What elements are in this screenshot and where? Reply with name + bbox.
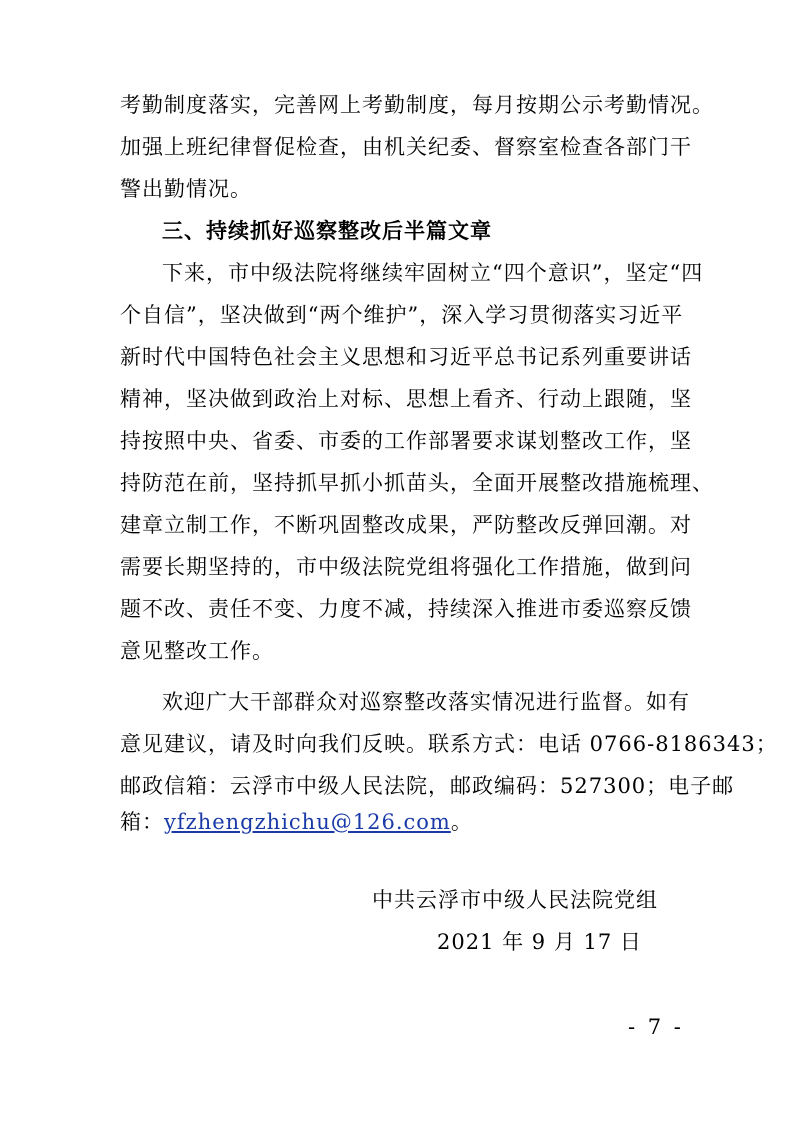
paragraph-line: 建章立制工作，不断巩固整改成果，严防整改反弹回潮。对 [120,513,692,537]
paragraph-line: 持按照中央、省委、市委的工作部署要求谋划整改工作，坚 [120,429,692,453]
paragraph-line: 加强上班纪律督促检查，由机关纪委、督察室检查各部门干 [120,135,692,159]
paragraph-line: 持防范在前，坚持抓早抓小抓苗头，全面开展整改措施梳理、 [120,471,714,495]
signature-org: 中共云浮市中级人民法院党组 [372,888,658,912]
contact-line: 欢迎广大干部群众对巡察整改落实情况进行监督。如有 [162,690,690,714]
paragraph-line: 下来，市中级法院将继续牢固树立“四个意识”，坚定“四 [162,261,704,285]
paragraph-line: 新时代中国特色社会主义思想和习近平总书记系列重要讲话 [120,345,692,369]
paragraph-line: 精神，坚决做到政治上对标、思想上看齐、行动上跟随，坚 [120,387,692,411]
page-number: - 7 - [628,1015,684,1039]
paragraph-line: 题不改、责任不变、力度不减，持续深入推进市委巡察反馈 [120,597,692,621]
paragraph-line: 需要长期坚持的，市中级法院党组将强化工作措施，做到问 [120,555,692,579]
email-suffix: 。 [450,810,473,834]
paragraph-line: 考勤制度落实，完善网上考勤制度，每月按期公示考勤情况。 [120,93,714,117]
contact-line: 邮政信箱：云浮市中级人民法院，邮政编码：527300；电子邮 [120,774,735,798]
contact-email-line [120,808,473,836]
email-link[interactable]: yfzhengzhichu@126.com [164,810,451,834]
paragraph-line: 意见整改工作。 [120,639,274,663]
section-heading: 三、持续抓好巡察整改后半篇文章 [162,219,492,243]
paragraph-line: 个自信”，坚决做到“两个维护”，深入学习贯彻落实习近平 [120,303,684,327]
paragraph-line: 警出勤情况。 [120,177,252,201]
signature-date: 2021 年 9 月 17 日 [437,930,642,954]
contact-line: 意见建议，请及时向我们反映。联系方式：电话 0766-8186343； [120,732,778,756]
email-prefix: 箱： [120,810,164,834]
